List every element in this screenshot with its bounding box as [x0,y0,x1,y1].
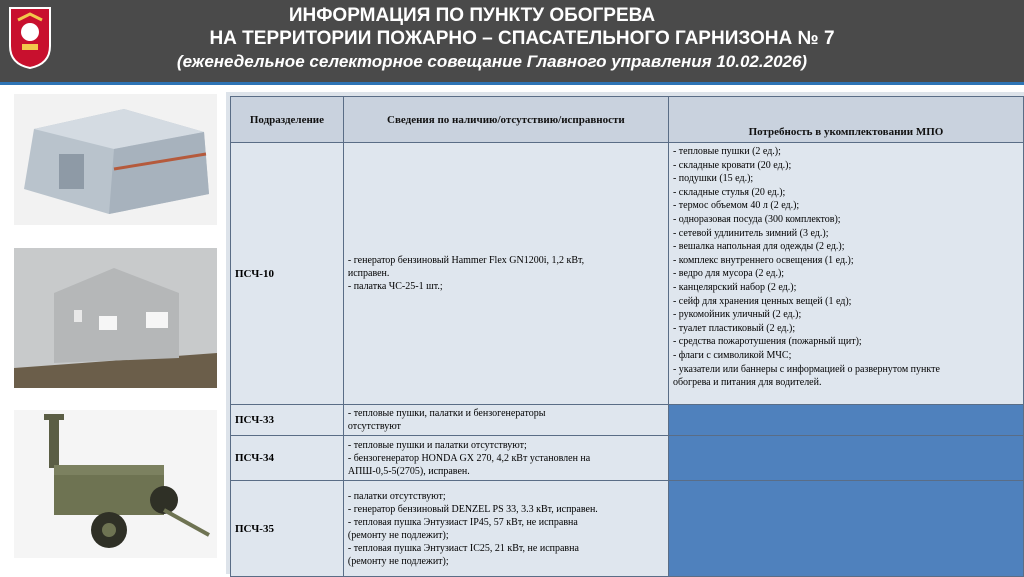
info-cell [343,143,668,405]
needs-item: - одноразовая посуда (300 комплектов); [672,213,841,225]
info-line: (ремонту не подлежит); [347,555,449,567]
title-line-1: ИНФОРМАЦИЯ ПО ПУНКТУ ОБОГРЕВА [288,5,656,26]
info-line: отсутствуют [347,421,401,432]
table-row [231,143,1024,405]
info-line: - тепловая пушка Энтузиаст IP45, 57 кВт, не исправна [347,516,578,528]
info-line: - генератор бензиновый DENZEL PS 33, 3.3 кВт, исправен. [347,503,598,515]
table-header-row [231,97,1024,143]
needs-item: - флаги с символикой МЧС; [672,349,792,361]
unit-cell: ПСЧ-34 [231,436,344,481]
field-kitchen-trailer-photo [14,410,217,558]
needs-cell-empty [668,405,1023,436]
needs-item: - туалет пластиковый (2 ед.); [672,322,796,334]
needs-item: - комплекс внутреннего освещения (1 ед.); [672,254,854,266]
info-cell [343,436,668,481]
needs-item: - рукомойник уличный (2 ед.); [672,309,802,321]
info-line: (ремонту не подлежит); [347,529,449,541]
table-row [231,436,1024,481]
title-line-2: НА ТЕРРИТОРИИ ПОЖАРНО – СПАСАТЕЛЬНОГО ГАРНИЗОНА № 7 [209,28,835,49]
info-line: - тепловая пушка Энтузиаст IC25, 21 кВт, не исправна [347,542,579,554]
info-line: АПШ-0,5-5(2705), исправен. [347,465,470,477]
info-line: - палатки отсутствуют; [347,490,446,502]
needs-item: обогрева и питания для водителей. [672,377,822,389]
column-header-info: Сведения по наличию/отсутствию/исправности [343,97,668,143]
needs-item: - тепловые пушки (2 ед.); [672,146,781,157]
info-line: - тепловые пушки, палатки и бензогенераторы [347,408,546,419]
needs-item: - средства пожаротушения (пожарный щит); [672,336,862,348]
column-header-needs: Потребность в укомплектовании МПО [668,97,1023,143]
units-table [230,96,1024,577]
info-line: исправен. [347,268,390,279]
needs-item: - складные стулья (20 ед.); [672,186,786,198]
table-row [231,405,1024,436]
subtitle: (еженедельное селекторное совещание Главного управления 10.02.2026) [176,52,808,71]
table-row [231,481,1024,577]
tent-exterior-photo [14,94,217,225]
needs-item: - сетевой удлинитель зимний (3 ед.); [672,227,829,239]
needs-item: - канцелярский набор (2 ед.); [672,281,797,293]
tent-interior-photo [14,248,217,388]
needs-cell [668,143,1023,405]
unit-cell: ПСЧ-10 [231,143,344,405]
info-line: - палатка ЧС-25-1 шт.; [347,281,443,292]
needs-item: - ведро для мусора (2 ед.); [672,268,785,280]
needs-item: - вешалка напольная для одежды (2 ед.); [672,241,845,253]
needs-item: - складные кровати (20 ед.); [672,159,792,171]
needs-item: - сейф для хранения ценных вещей (1 ед); [672,295,852,307]
needs-cell-empty [668,481,1023,577]
info-line: - бензогенератор HONDA GX 270, 4,2 кВт установлен на [347,452,591,464]
info-line: - генератор бензиновый Hammer Flex GN1200i, 1,2 кВт, [347,255,585,266]
needs-cell-empty [668,436,1023,481]
column-header-unit: Подразделение [231,97,344,143]
info-cell [343,405,668,436]
needs-item: - указатели или баннеры с информацией о развернутом пункте [672,363,940,375]
info-line: - тепловые пушки и палатки отсутствуют; [347,439,527,451]
needs-item: - термос объемом 40 л (2 ед.); [672,200,800,212]
needs-item: - подушки (15 ед.); [672,173,754,185]
slide-header [0,0,1024,82]
info-cell [343,481,668,577]
unit-cell: ПСЧ-35 [231,481,344,577]
unit-cell: ПСЧ-33 [231,405,344,436]
